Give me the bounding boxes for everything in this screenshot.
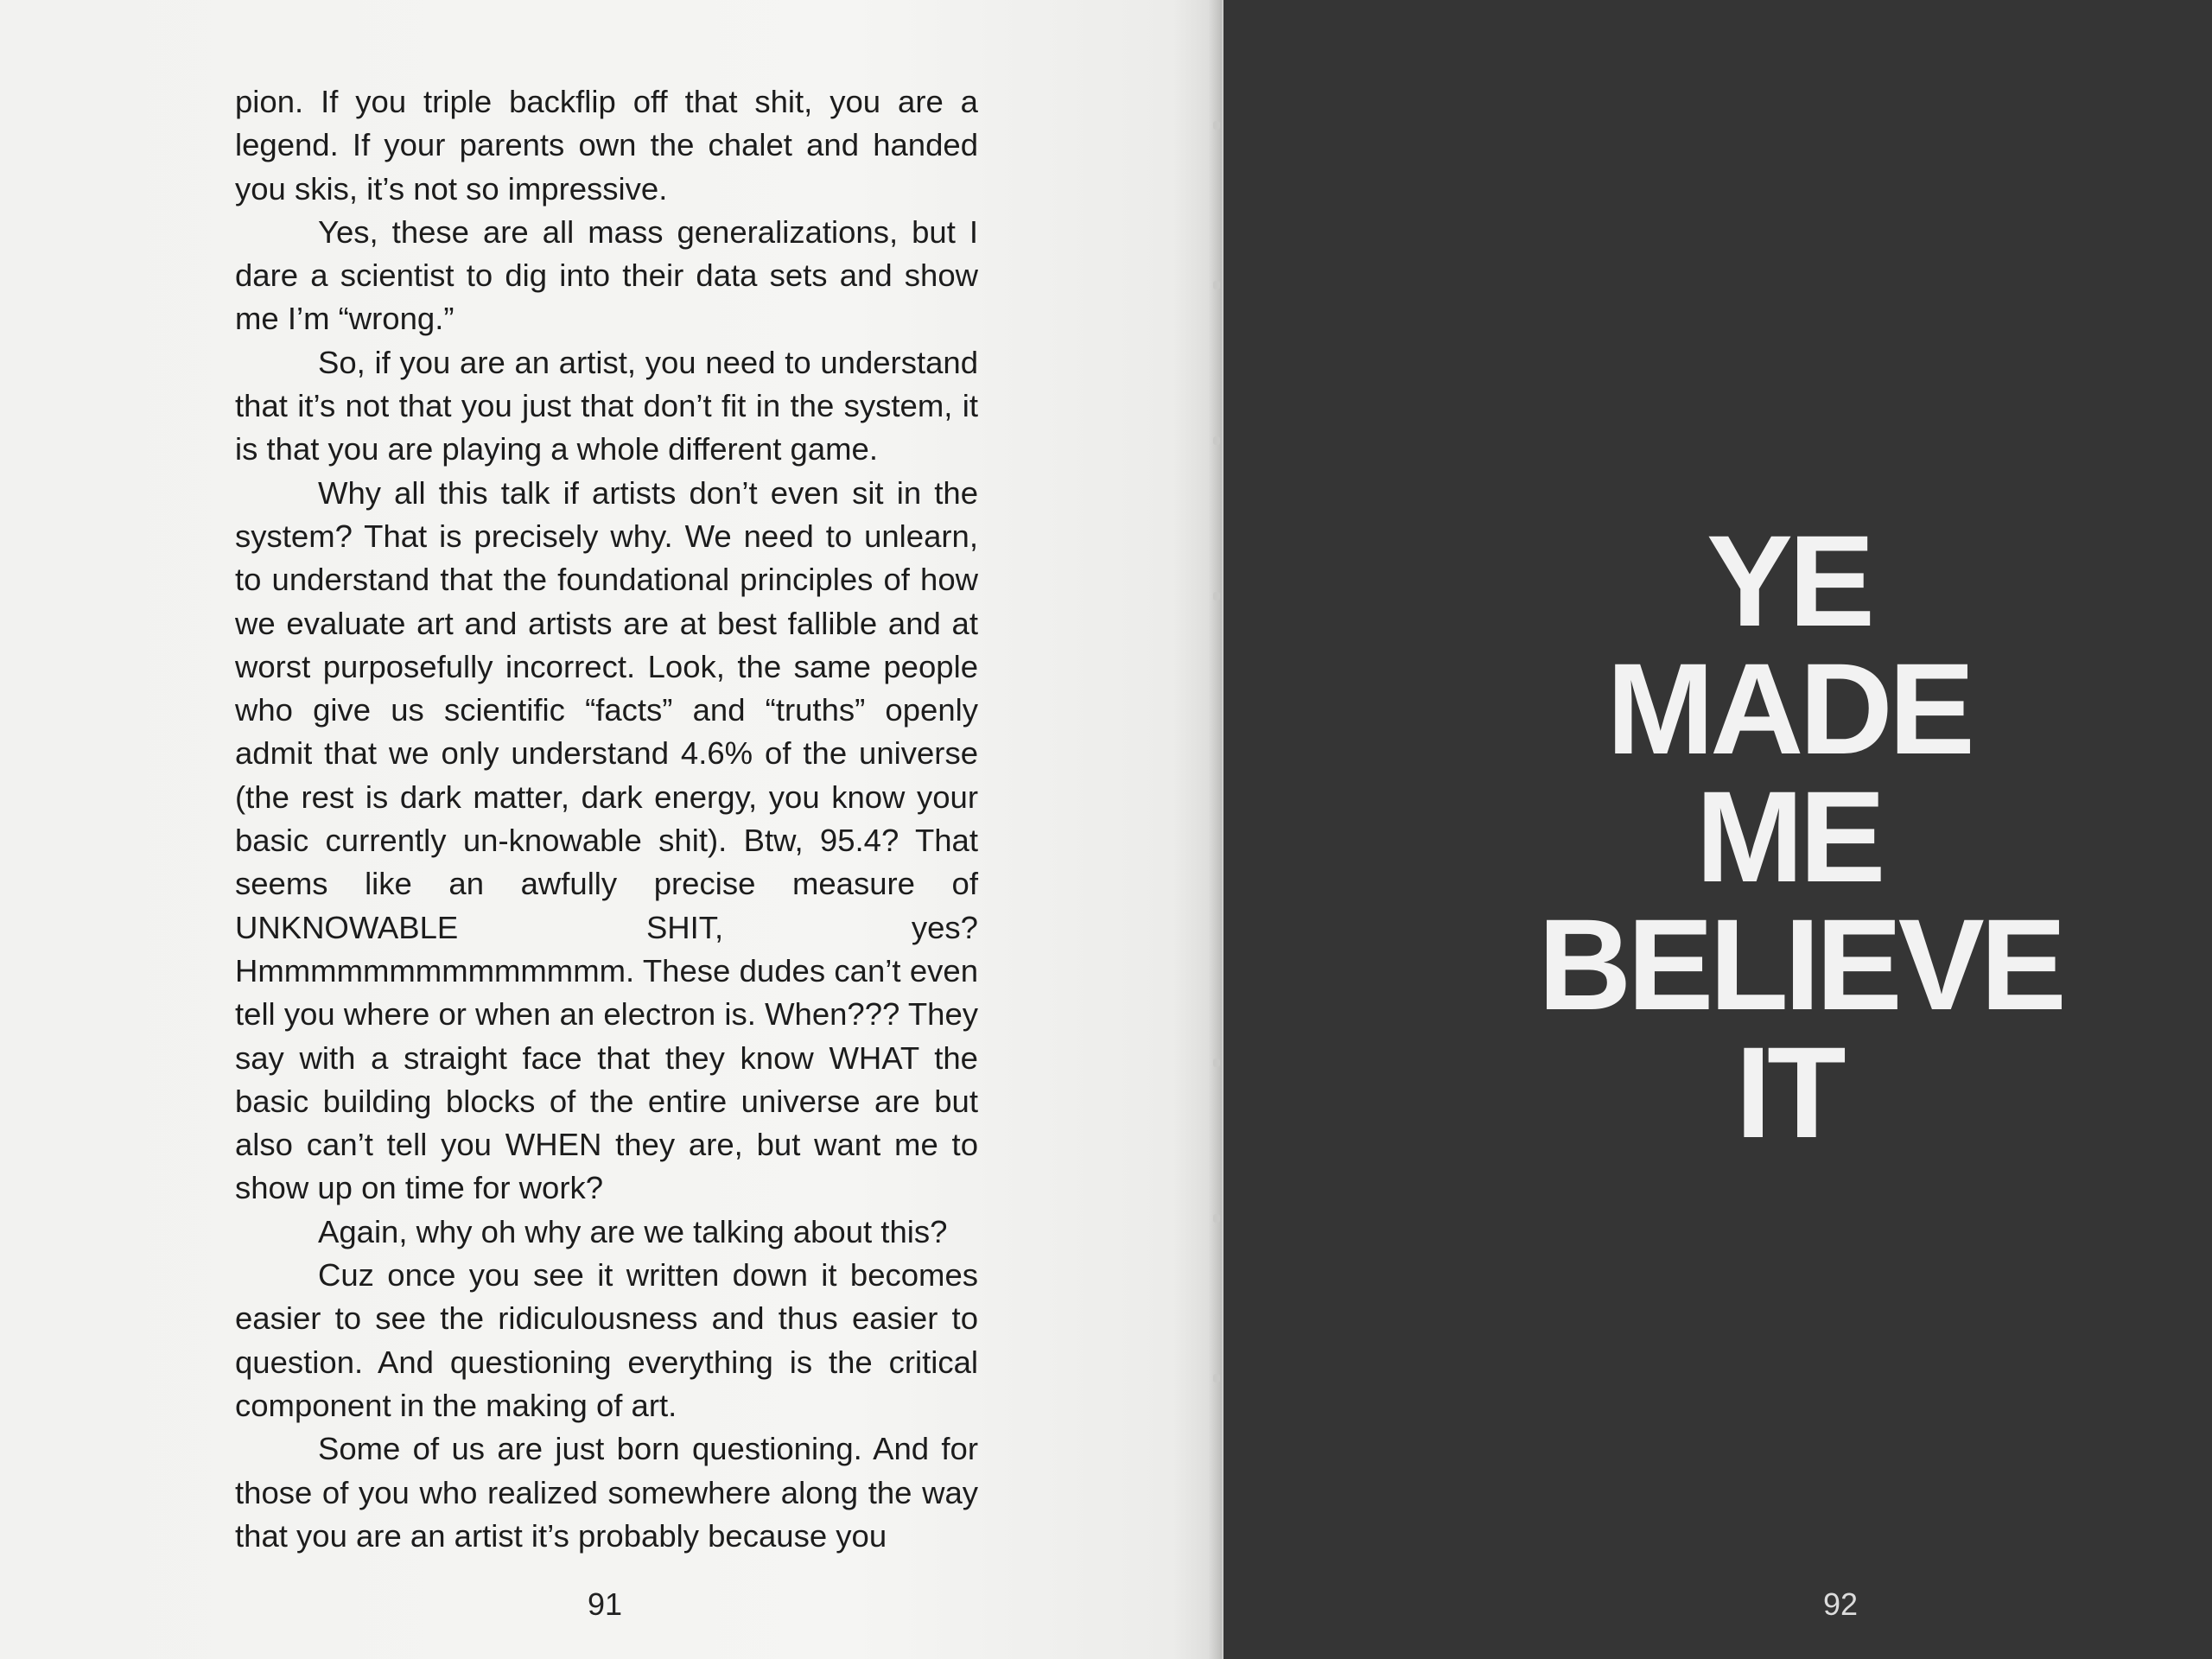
paragraph: Yes, these are all mass generalizations, but I dare a scientist to dig into their data sets and show me I’m “wrong.” xyxy=(235,213,978,337)
headline xyxy=(1538,508,2063,1165)
headline-line: IT xyxy=(1735,1020,1842,1165)
page-number-left: 91 xyxy=(587,1586,623,1622)
headline-line: YE xyxy=(1706,508,1872,653)
paragraph: pion. If you triple backflip off that shit, you are a legend. If your parents own the chalet and handed you skis, it’s not so impressive. xyxy=(235,84,978,207)
paragraph: Some of us are just born questioning. And for those of you who realized somewhere along the way that you are an artist it’s probably because you xyxy=(235,1431,978,1554)
headline-line: BELIEVE xyxy=(1538,892,2063,1037)
binding-stitch xyxy=(1213,121,1220,130)
binding-stitch xyxy=(1213,1214,1220,1223)
paragraph: Again, why oh why are we talking about this? xyxy=(318,1213,948,1249)
binding-stitch xyxy=(1213,1374,1220,1382)
page-number-right: 92 xyxy=(1822,1586,1859,1622)
binding-stitch xyxy=(1213,436,1220,445)
headline-line: MADE xyxy=(1606,636,1971,781)
binding-stitch xyxy=(1213,1058,1220,1067)
paragraph: Cuz once you see it written down it becomes easier to see the ridiculousness and thus easier to question. And questioning everything is the critical component in the making of art. xyxy=(235,1257,978,1423)
binding-stitch xyxy=(1213,281,1220,289)
binding-stitch xyxy=(1213,592,1220,601)
paragraph: Why all this talk if artists don’t even sit in the system? That is precisely why. We need to unlearn, to understand that the foundational principles of how we evaluate art and artists are at best fallible and at worst purposefully incorrect. Look, the same people who give us scientific “facts” and “truths” openly admit that we only understand 4.6% of the universe (the rest is dark matter, dark energy, you know your basic currently un-knowable shit). Btw, 95.4? That seems like an awfully precise measure of UNKNOWABLE SHIT, yes? Hmmmmmmmmmmmmmm. These dudes can’t even tell you where or when an electron is. When??? They say with a straight face that they know WHAT the basic building blocks of the entire universe are but also can’t tell you WHEN they are, but want me to show up on time for work? xyxy=(235,474,978,1206)
headline-line: ME xyxy=(1695,764,1882,909)
body-text xyxy=(235,80,978,1558)
paragraph: So, if you are an artist, you need to understand that it’s not that you just that don’t fit in the system, it is that you are playing a whole different game. xyxy=(235,344,978,467)
